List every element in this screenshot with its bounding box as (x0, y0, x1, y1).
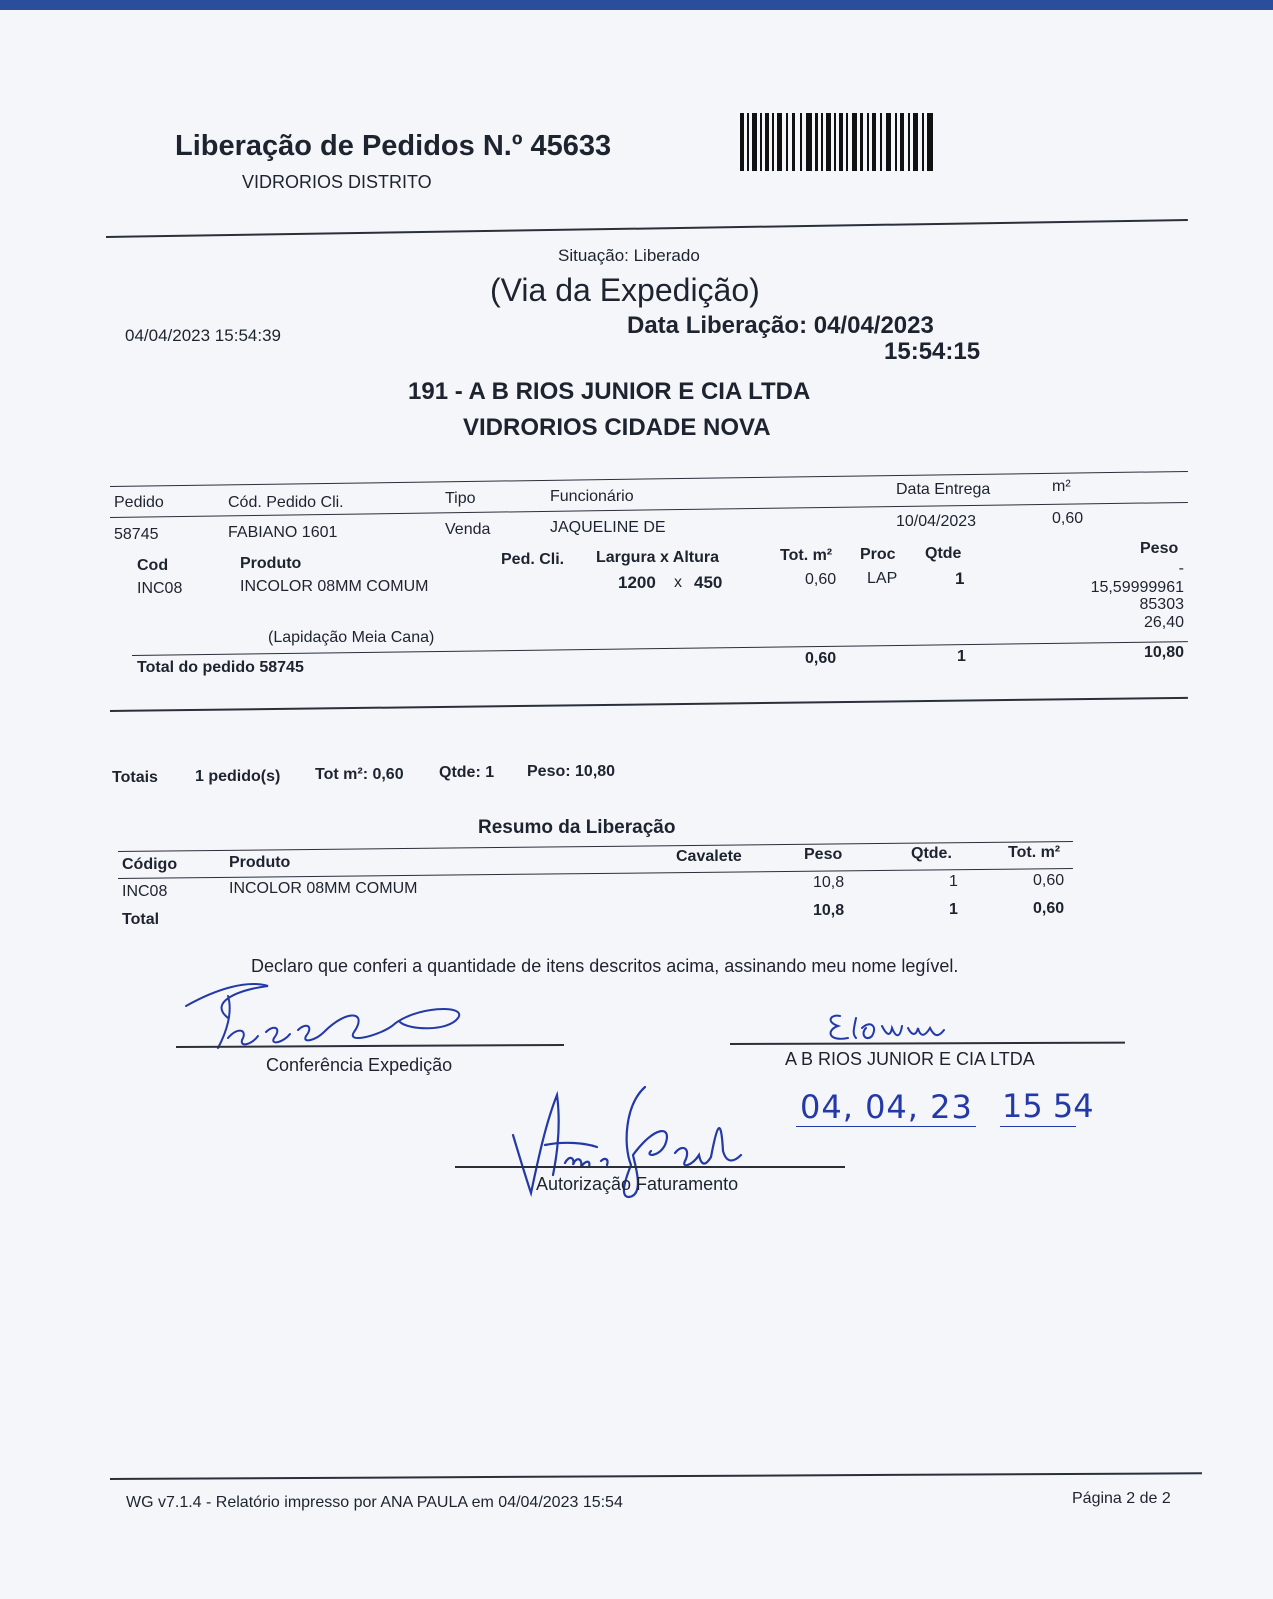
item-code: INC08 (137, 580, 183, 597)
item-width: 1200 (618, 573, 656, 592)
item-height: 450 (694, 573, 723, 592)
status-label: Situação: Liberado (558, 246, 700, 265)
item-peso-line2: 85303 (1139, 596, 1184, 613)
summary-total-peso: 10,8 (813, 902, 845, 919)
item-col-tot-m2: Tot. m² (780, 547, 833, 564)
client-name: 191 - A B RIOS JUNIOR E CIA LTDA (408, 378, 811, 405)
order-total-m2: 0,60 (805, 650, 837, 667)
order-table-top-line (110, 471, 1188, 487)
summary-col-peso: Peso (804, 846, 843, 863)
summary-col-codigo: Código (122, 856, 178, 873)
item-qtde: 1 (955, 569, 965, 588)
summary-row-peso: 10,8 (813, 874, 845, 891)
summary-row-product: INCOLOR 08MM COMUM (229, 880, 418, 897)
order-section-bottom-line (110, 697, 1188, 712)
item-process-note: (Lapidação Meia Cana) (268, 629, 435, 646)
order-total-qtde: 1 (957, 648, 966, 665)
col-data-entrega: Data Entrega (896, 481, 991, 498)
col-funcionario: Funcionário (550, 488, 634, 505)
item-col-peso: Peso (1140, 540, 1179, 557)
item-proc: LAP (867, 570, 898, 587)
signature-client (820, 1008, 980, 1046)
order-total-peso: 10,80 (1143, 644, 1184, 661)
item-col-cod: Cod (137, 557, 169, 574)
totals-qtde: Qtde: 1 (439, 764, 495, 781)
summary-col-cavalete: Cavalete (676, 848, 742, 865)
item-product: INCOLOR 08MM COMUM (240, 578, 429, 595)
item-tot-m2: 0,60 (805, 571, 837, 588)
item-dimension-x: x (674, 574, 682, 591)
totals-orders: 1 pedido(s) (195, 768, 281, 785)
document-title: Liberação de Pedidos N.º 45633 (175, 130, 612, 162)
summary-total-qtde: 1 (949, 901, 958, 918)
item-col-largura-altura: Largura x Altura (596, 549, 719, 566)
summary-col-tot-m2: Tot. m² (1008, 844, 1061, 861)
employee-name: JAQUELINE DE (550, 519, 666, 536)
print-timestamp: 04/04/2023 15:54:39 (125, 326, 281, 345)
declaration-text: Declaro que conferi a quantidade de itens descritos acima, assinando meu nome legível. (251, 956, 959, 976)
barcode-icon (740, 113, 935, 171)
item-col-proc: Proc (860, 546, 896, 563)
handwritten-time-underline (1000, 1126, 1076, 1127)
client-order-code: FABIANO 1601 (228, 524, 338, 541)
col-pedido: Pedido (114, 494, 164, 511)
signature-label-faturamento: Autorização Faturamento (536, 1174, 739, 1194)
totals-peso: Peso: 10,80 (527, 763, 616, 780)
summary-total-label: Total (122, 911, 160, 928)
item-peso-dash: - (1178, 560, 1184, 577)
footer-report-info: WG v7.1.4 - Relatório impresso por ANA PAULA em 04/04/2023 15:54 (126, 1494, 623, 1511)
summary-total-tot-m2: 0,60 (1033, 900, 1065, 917)
release-date: Data Liberação: 04/04/2023 (627, 312, 934, 339)
totals-label: Totais (112, 769, 158, 786)
handwritten-date-underline (796, 1126, 976, 1127)
summary-row-tot-m2: 0,60 (1033, 872, 1065, 889)
handwritten-time: 15 54 (1002, 1087, 1094, 1125)
signature-label-expedicao: Conferência Expedição (266, 1055, 453, 1075)
summary-row-qtde: 1 (949, 873, 958, 890)
signature-label-client: A B RIOS JUNIOR E CIA LTDA (785, 1049, 1035, 1069)
item-peso-line3: 26,40 (1143, 614, 1184, 631)
summary-title: Resumo da Liberação (478, 817, 676, 838)
item-col-ped-cli: Ped. Cli. (501, 551, 565, 568)
col-tipo: Tipo (445, 490, 476, 507)
top-edge (0, 0, 1273, 10)
signature-line-faturamento (455, 1166, 845, 1168)
release-time: 15:54:15 (884, 338, 981, 365)
item-col-produto: Produto (240, 555, 302, 572)
order-type: Venda (445, 521, 491, 538)
delivery-date: 10/04/2023 (896, 513, 977, 530)
header-divider (106, 219, 1188, 238)
totals-m2: Tot m²: 0,60 (315, 766, 404, 783)
order-m2: 0,60 (1052, 510, 1084, 527)
item-peso-line1: 15,59999961 (1090, 579, 1184, 596)
handwritten-date: 04, 04, 23 (800, 1088, 973, 1126)
footer-page-number: Página 2 de 2 (1072, 1490, 1171, 1507)
client-branch: VIDRORIOS CIDADE NOVA (463, 414, 771, 441)
col-m2: m² (1052, 478, 1071, 495)
copy-type: (Via da Expedição) (490, 272, 760, 308)
summary-row-code: INC08 (122, 883, 168, 900)
order-number: 58745 (114, 526, 159, 543)
summary-col-qtde: Qtde. (911, 845, 952, 862)
footer-divider (110, 1472, 1202, 1480)
order-total-label: Total do pedido 58745 (137, 659, 304, 676)
item-col-qtde: Qtde (925, 545, 962, 562)
company-subtitle: VIDRORIOS DISTRITO (242, 172, 432, 192)
col-cod-pedido-cli: Cód. Pedido Cli. (228, 494, 344, 511)
summary-col-produto: Produto (229, 854, 291, 871)
